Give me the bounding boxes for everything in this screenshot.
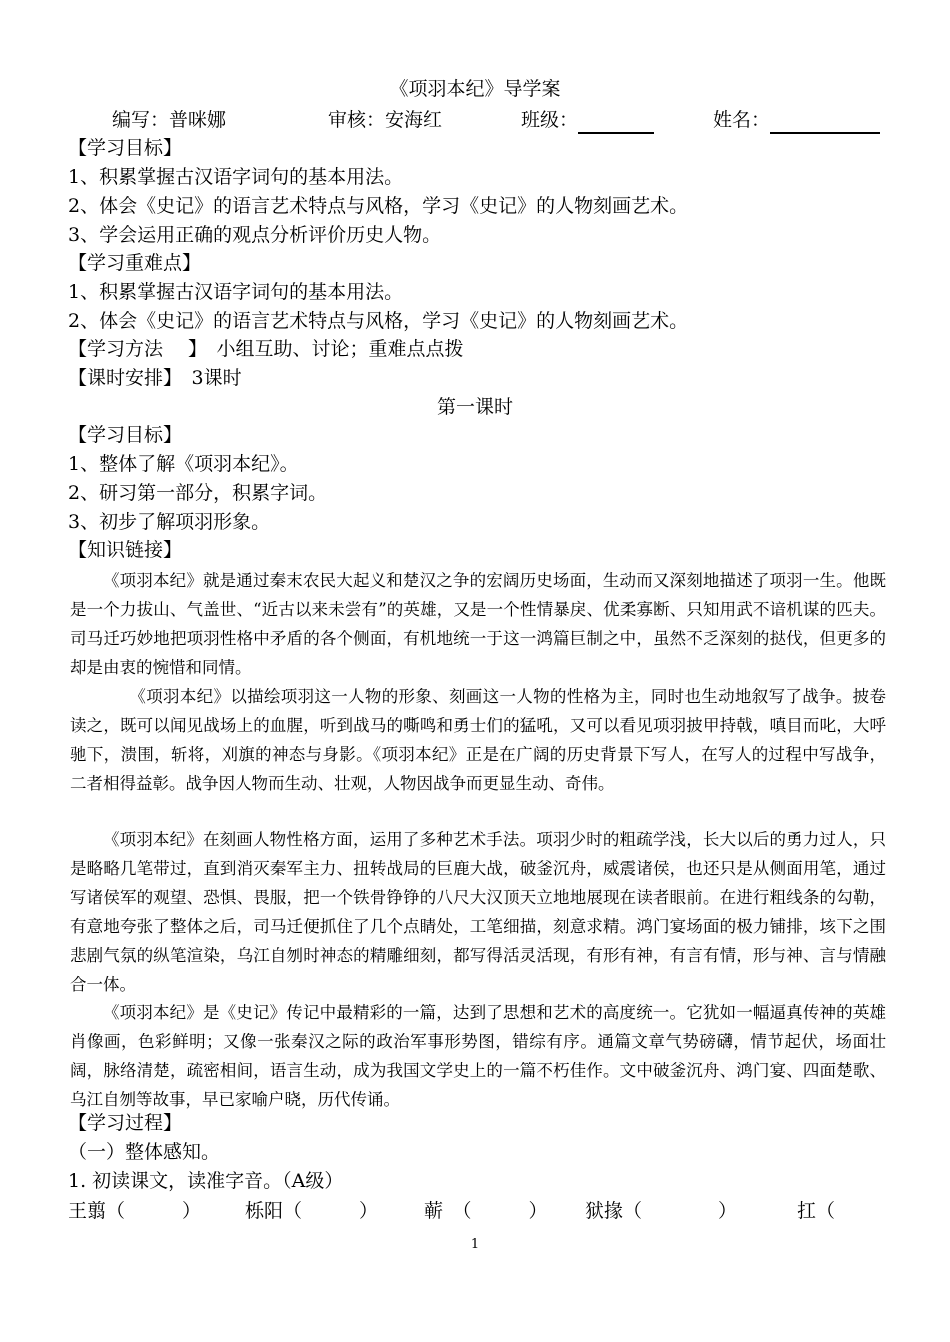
class-label: 班级： [521,109,579,131]
pinyin-blank-item[interactable]: 栎阳（ ） [245,1200,379,1222]
pinyin-blank-item[interactable]: 扛（ [797,1200,836,1222]
lesson-goal-item: 2、研习第一部分，积累字词。 [68,482,328,504]
section-heading-knowledge: 【知识链接】 [68,539,183,561]
document-meta-row [0,106,950,136]
knowledge-paragraph: 《项羽本纪》在刻画人物性格方面，运用了多种艺术手法。项羽少时的粗疏学浅，长大以后的勇力过人，只是略略几笔带过，直到消灭秦军主力、扭转战局的巨鹿大战，破釜沉舟，威震诸侯，也还只是从侧面用笔，通过写诸侯军的观望、恐惧、畏服，把一个铁骨铮铮的八尺大汉顶天立地地展现在读者眼前。在进行粗线条的勾勒，有意地夸张了整体之后，司马迁便抓住了几个点睛处，工笔细描，刻意求精。鸿门宴场面的极力铺排，垓下之围悲剧气氛的纵笔渲染，乌江自刎时神态的精雕细刻，都写得活灵活现，有形有神，有言有情，形与神、言与情融合一体。 [70,830,886,994]
knowledge-paragraph: 《项羽本纪》是《史记》传记中最精彩的一篇，达到了思想和艺术的高度统一。它犹如一幅逼真传神的英雄肖像画，色彩鲜明；又像一张秦汉之际的政治军事形势图，错综有序。通篇文章气势磅礴，情节起伏，场面壮阔，脉络清楚，疏密相间，语言生动，成为我国文学史上的一篇不朽佳作。文中破釜沉舟、鸿门宴、四面楚歌、乌江自刎等故事，早已家喻户晓，历代传诵。 [70,1003,886,1109]
pinyin-blank-item[interactable]: 蕲 （ ） [424,1200,548,1222]
process-task: 1. 初读课文，读准字音。（A级） [68,1170,344,1192]
pinyin-blank-item[interactable]: 王翦（ ） [68,1200,202,1222]
process-part-heading: （一）整体感知。 [68,1141,221,1163]
knowledge-paragraph: 《项羽本纪》以描绘项羽这一人物的形象、刻画这一人物的性格为主，同时也生动地叙写了战争。披卷读之，既可以闻见战场上的血腥，听到战马的嘶鸣和勇士们的猛吼，又可以看见项羽披甲持戟，嗔目而叱，大呼驰下，溃围，斩将，刈旗的神态与身影。《项羽本纪》正是在广阔的历史背景下写人，在写人的过程中写战争，二者相得益彰。战争因人物而生动、壮观，人物因战争而更显生动、奇伟。 [70,687,886,793]
class-field [521,106,654,134]
lesson-goal-item: 3、初步了解项羽形象。 [68,511,271,533]
page-number: 1 [470,1237,480,1252]
knowledge-paragraph: 《项羽本纪》就是通过秦末农民大起义和楚汉之争的宏阔历史场面，生动而又深刻地描述了项羽一生。他既是一个力拔山、气盖世、“近古以来未尝有”的英雄，又是一个性情暴戾、优柔寡断、只知用武不谙机谋的匹夫。司马迁巧妙地把项羽性格中矛盾的各个侧面，有机地统一于这一鸿篇巨制之中，虽然不乏深刻的挞伐，但更多的却是由衷的惋惜和同情。 [70,571,886,677]
goal-item: 1、积累掌握古汉语字词句的基本用法。 [68,166,404,188]
study-method-line: 【学习方法 】 小组互助、讨论；重难点点拨 [68,338,464,360]
reviewer-label: 审核：安海红 [328,109,443,131]
class-blank [578,112,654,134]
author-label: 编写：普咪娜 [112,109,227,131]
section-heading-process: 【学习过程】 [68,1112,183,1134]
goal-item: 2、体会《史记》的语言艺术特点与风格，学习《史记》的人物刻画艺术。 [68,195,689,217]
pinyin-exercise-row [0,1197,950,1227]
name-blank [770,112,880,134]
pinyin-blank-item[interactable]: 狱掾（ ） [585,1200,738,1222]
lesson-goal-item: 1、整体了解《项羽本纪》。 [68,453,299,475]
key-point-item: 1、积累掌握古汉语字词句的基本用法。 [68,281,404,303]
lesson-title: 第一课时 [436,396,513,418]
schedule-line: 【课时安排】 3课时 [68,367,242,389]
document-title: 《项羽本纪》导学案 [389,78,561,100]
section-heading-key-points: 【学习重难点】 [68,252,202,274]
section-heading-goals: 【学习目标】 [68,137,183,159]
key-point-item: 2、体会《史记》的语言艺术特点与风格，学习《史记》的人物刻画艺术。 [68,310,689,332]
goal-item: 3、学会运用正确的观点分析评价历史人物。 [68,224,442,246]
name-field [713,106,880,134]
section-heading-lesson-goals: 【学习目标】 [68,424,183,446]
name-label: 姓名： [713,109,771,131]
